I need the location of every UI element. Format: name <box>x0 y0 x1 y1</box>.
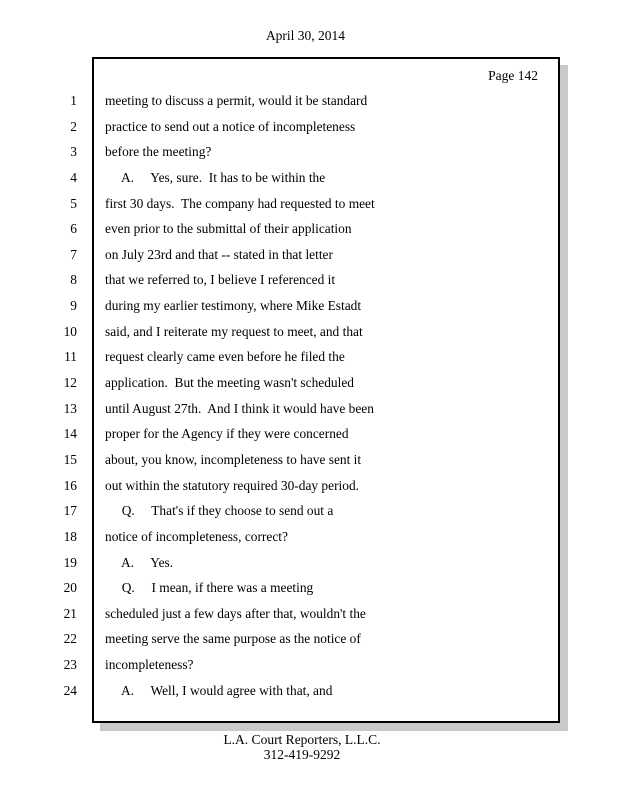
header-date: April 30, 2014 <box>265 28 346 43</box>
line-text: application. But the meeting wasn't scheduled <box>105 375 354 391</box>
line-number: 22 <box>63 631 77 647</box>
line-text: until August 27th. And I think it would have been <box>105 400 374 416</box>
transcript-line <box>0 267 618 293</box>
transcript-line <box>0 114 618 140</box>
transcript-line <box>0 652 618 678</box>
footer <box>0 733 604 762</box>
transcript-line <box>0 678 618 704</box>
transcript-line <box>0 550 618 576</box>
line-number: 14 <box>63 426 77 442</box>
line-number: 6 <box>70 221 77 237</box>
transcript-line <box>0 242 618 268</box>
line-text: A. Yes. <box>105 554 174 570</box>
line-text: A. Yes, sure. It has to be within the <box>105 169 326 185</box>
transcript-line <box>0 601 618 627</box>
line-text: request clearly came even before he filed the <box>105 349 345 365</box>
transcript-line <box>0 575 618 601</box>
line-number: 10 <box>63 323 77 339</box>
line-number: 9 <box>70 298 77 314</box>
page-number-label: Page 142 <box>488 68 538 83</box>
transcript-line <box>0 524 618 550</box>
transcript-line <box>0 344 618 370</box>
line-number: 24 <box>63 682 77 698</box>
transcript-line <box>0 396 618 422</box>
line-number: 19 <box>63 554 77 570</box>
transcript-line <box>0 216 618 242</box>
line-number: 23 <box>63 657 77 673</box>
transcript-line <box>0 319 618 345</box>
line-text: during my earlier testimony, where Mike Estadt <box>105 298 362 314</box>
line-text: Q. I mean, if there was a meeting <box>105 580 314 596</box>
footer-company-name: L.A. Court Reporters, L.L.C. <box>223 732 381 747</box>
line-number: 1 <box>70 93 77 108</box>
transcript-line <box>0 191 618 217</box>
line-text: scheduled just a few days after that, wouldn't the <box>105 605 366 621</box>
footer-phone-number: 312-419-9292 <box>263 746 341 762</box>
line-number: 3 <box>70 144 77 160</box>
line-number: 21 <box>63 605 77 621</box>
line-text: A. Well, I would agree with that, and <box>105 682 333 698</box>
line-number: 7 <box>70 246 77 262</box>
line-number: 15 <box>63 451 77 467</box>
line-text: Q. That's if they choose to send out a <box>105 503 334 519</box>
transcript-line <box>0 139 618 165</box>
line-text: incompleteness? <box>105 657 194 673</box>
transcript-line <box>0 165 618 191</box>
line-number: 17 <box>63 503 77 519</box>
line-text: out within the statutory required 30-day period. <box>105 477 359 493</box>
line-number: 13 <box>63 400 77 416</box>
line-text: before the meeting? <box>105 144 212 160</box>
transcript-line <box>0 447 618 473</box>
line-number: 4 <box>70 169 77 185</box>
line-text: about, you know, incompleteness to have sent it <box>105 451 362 467</box>
line-number: 11 <box>64 349 77 365</box>
line-text: even prior to the submittal of their application <box>105 221 352 237</box>
line-text: said, and I reiterate my request to meet, and that <box>105 323 363 339</box>
line-number: 8 <box>70 272 77 288</box>
line-number: 12 <box>63 375 77 391</box>
line-number: 20 <box>63 580 77 596</box>
transcript-line <box>0 473 618 499</box>
transcript-lines <box>0 88 618 703</box>
transcript-line <box>0 498 618 524</box>
line-number: 5 <box>70 195 77 211</box>
line-number: 16 <box>63 477 77 493</box>
line-text: that we referred to, I believe I referenced it <box>105 272 336 288</box>
transcript-line <box>0 88 618 114</box>
line-text: meeting to discuss a permit, would it be standard <box>105 93 368 108</box>
line-text: on July 23rd and that -- stated in that letter <box>105 246 333 262</box>
transcript-line <box>0 626 618 652</box>
line-text: notice of incompleteness, correct? <box>105 528 288 544</box>
transcript-line <box>0 370 618 396</box>
line-text: practice to send out a notice of incompleteness <box>105 118 356 134</box>
transcript-line <box>0 421 618 447</box>
line-number: 2 <box>70 118 77 134</box>
line-number: 18 <box>63 528 77 544</box>
line-text: proper for the Agency if they were concerned <box>105 426 349 442</box>
transcript-line <box>0 293 618 319</box>
line-text: meeting serve the same purpose as the notice of <box>105 631 361 647</box>
line-text: first 30 days. The company had requested to meet <box>105 195 375 211</box>
